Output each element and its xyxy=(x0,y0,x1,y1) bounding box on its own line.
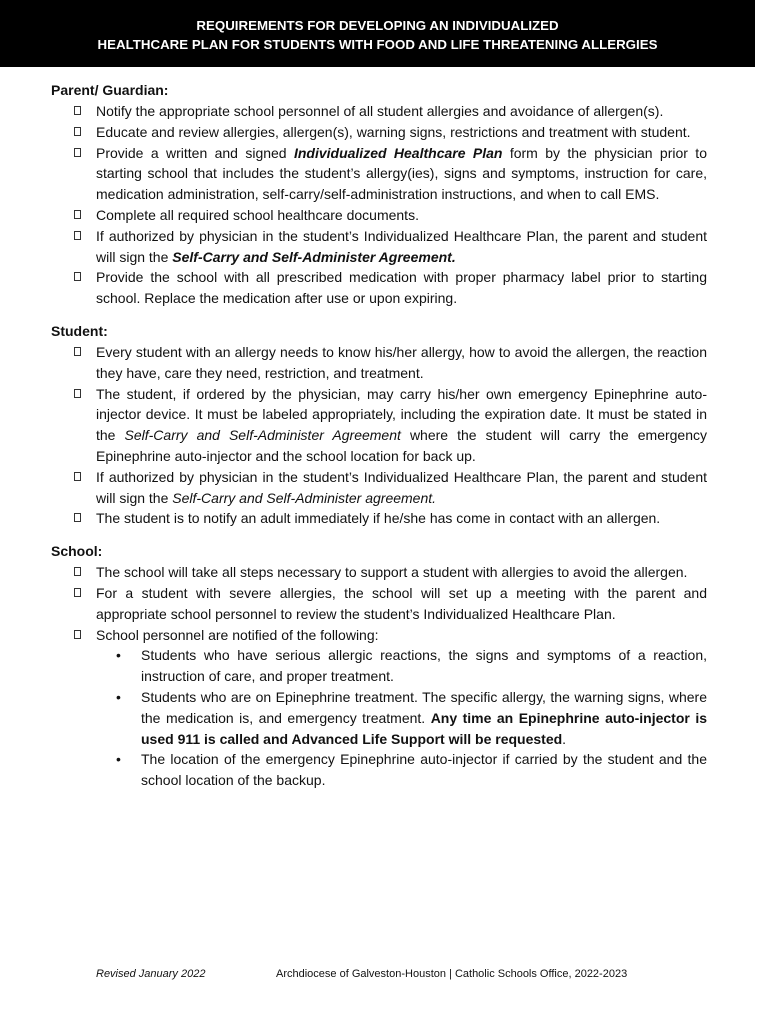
school-list xyxy=(51,562,707,791)
checkbox-icon xyxy=(74,513,81,522)
list-item: Complete all required school healthcare documents. xyxy=(51,205,707,226)
checkbox-icon xyxy=(74,630,81,639)
checkbox-icon xyxy=(74,389,81,398)
footer-org: Archdiocese of Galveston-Houston | Catholic Schools Office, 2022-2023 xyxy=(276,968,628,980)
checkbox-icon xyxy=(74,588,81,597)
checkbox-icon xyxy=(74,127,81,136)
page-footer xyxy=(96,968,628,980)
list-item: Provide the school with all prescribed medication with proper pharmacy label prior to starting school. Replace the medication after use or upon expiring. xyxy=(51,267,707,309)
bullet-icon: • xyxy=(116,647,121,664)
list-item: The student is to notify an adult immediately if he/she has come in contact with an allergen. xyxy=(51,508,707,529)
header-line-2: HEALTHCARE PLAN FOR STUDENTS WITH FOOD AND LIFE THREATENING ALLERGIES xyxy=(97,37,658,52)
document-body xyxy=(51,80,707,791)
checkbox-icon xyxy=(74,148,81,157)
list-item: If authorized by physician in the student’s Individualized Healthcare Plan, the parent and student will sign the Self-Carry and Self-Administer Agreement. xyxy=(51,226,707,268)
parent-list xyxy=(51,101,707,309)
checkbox-icon xyxy=(74,347,81,356)
list-item: Every student with an allergy needs to know his/her allergy, how to avoid the allergen, the reaction they have, care they need, restriction, and treatment. xyxy=(51,342,707,384)
bullet-icon: • xyxy=(116,751,121,768)
checkbox-icon xyxy=(74,231,81,240)
student-list xyxy=(51,342,707,529)
list-item: Notify the appropriate school personnel of all student allergies and avoidance of allergen(s). xyxy=(51,101,707,122)
school-sublist xyxy=(96,645,707,791)
list-item: The school will take all steps necessary to support a student with allergies to avoid the allergen. xyxy=(51,562,707,583)
header-line-1: REQUIREMENTS FOR DEVELOPING AN INDIVIDUALIZED xyxy=(196,18,559,33)
list-item: Provide a written and signed Individualized Healthcare Plan form by the physician prior to starting school that includes the student’s allergy(ies), signs and symptoms, instruction for care, medication administration, self-carry/self-administration instructions, and when to call EMS. xyxy=(51,143,707,205)
checkbox-icon xyxy=(74,272,81,281)
document-header xyxy=(0,0,755,67)
sub-list-item: • Students who are on Epinephrine treatment. The specific allergy, the warning signs, where the medication is, and emergency treatment. Any time an Epinephrine auto-injector is used 911 is called and Advanced Life Support will be requested. xyxy=(116,688,707,747)
student-section-title: Student: xyxy=(51,322,108,339)
list-item: The student, if ordered by the physician, may carry his/her own emergency Epinephrine auto-injector device. It must be labeled appropriately, including the expiration date. It must be stated in the Self-Carry and Self-Administer Agreement where the student will carry the emergency Epinephrine auto-injector and the school location for back up. xyxy=(51,384,707,467)
checkbox-icon xyxy=(74,210,81,219)
school-section-title: School: xyxy=(51,543,103,560)
sub-list-item: • The location of the emergency Epinephrine auto-injector if carried by the student and the school location of the backup. xyxy=(116,751,707,789)
checkbox-icon xyxy=(74,472,81,481)
checkbox-icon xyxy=(74,567,81,576)
list-item: If authorized by physician in the student’s Individualized Healthcare Plan, the parent and student will sign the Self-Carry and Self-Administer agreement. xyxy=(51,467,707,509)
list-item: Educate and review allergies, allergen(s), warning signs, restrictions and treatment with student. xyxy=(51,122,707,143)
sub-list-item: • Students who have serious allergic reactions, the signs and symptoms of a reaction, instruction of care, and proper treatment. xyxy=(116,647,707,685)
checkbox-icon xyxy=(74,106,81,115)
list-item: For a student with severe allergies, the school will set up a meeting with the parent and appropriate school personnel to review the student’s Individualized Healthcare Plan. xyxy=(51,583,707,625)
parent-section-title: Parent/ Guardian: xyxy=(51,82,169,98)
list-item: School personnel are notified of the following: • Students who have serious allergic reactions, the signs and symptoms of a reaction, instruction of care, and proper treatment. • Students who are on Epinephrine treatment. The specific allergy, the warning signs, where the medication is, and emergency treatment. Any time an Epinephrine auto-injector is used 911 is called and Advanced Life Support will be requested. • The location of the emergency Epinephrine auto-injector if carried by the student and the school location of the backup. xyxy=(51,625,707,791)
bullet-icon: • xyxy=(116,688,121,705)
revised-date: Revised January 2022 xyxy=(96,968,206,980)
